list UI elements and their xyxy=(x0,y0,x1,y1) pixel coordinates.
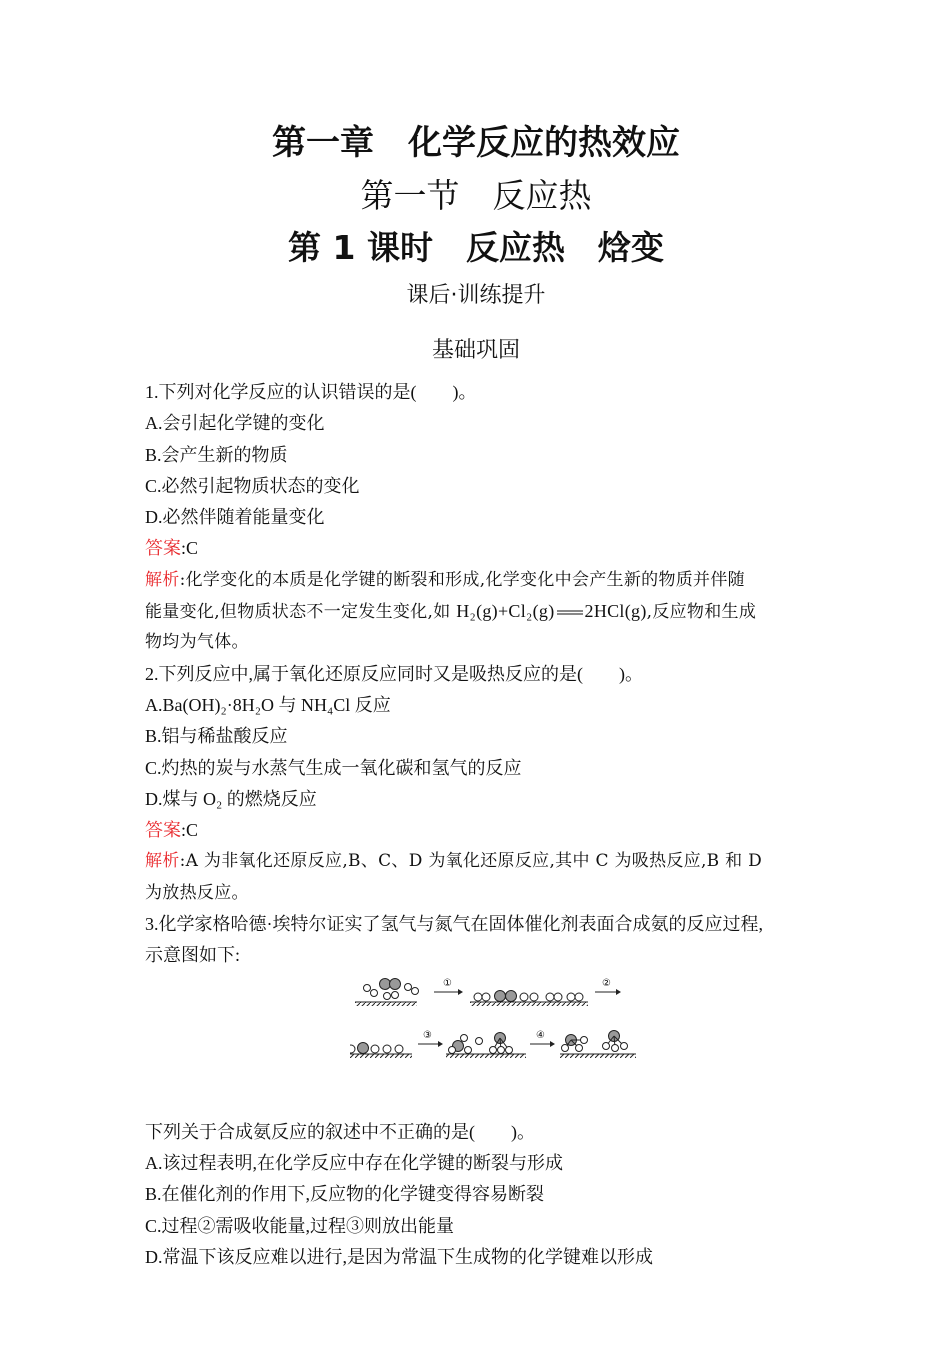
question-list xyxy=(145,377,810,1273)
subtitle: 课后·训练提升 xyxy=(406,283,546,308)
question-2-stem: 2.下列反应中,属于氧化还原反应同时又是吸热反应的是( )。 xyxy=(145,663,643,684)
q2-option-c: C.灼热的炭与水蒸气生成一氧化碳和氢气的反应 xyxy=(145,757,522,778)
stage-2 xyxy=(470,990,588,1006)
analysis-text: :化学变化的本质是化学键的断裂和形成,化学变化中会产生新的物质并伴随 xyxy=(179,569,745,590)
step-label: ② xyxy=(602,977,611,989)
q2-option-d: D.煤与 O₂ 的燃烧反应 xyxy=(145,788,317,809)
question-3-stem-line-1: 3.化学家格哈德·埃特尔证实了氢气与氮气在固体催化剂表面合成氨的反应过程, xyxy=(145,914,763,935)
part-heading: 基础巩固 xyxy=(431,338,520,363)
stage-4 xyxy=(446,1032,526,1058)
ammonia-synthesis-figure xyxy=(350,978,690,1113)
equation-right: 2HCl(g) xyxy=(584,601,647,622)
section-title: 第一节 反应热 xyxy=(360,176,592,215)
equals-arrow-icon xyxy=(557,610,583,615)
stage-3 xyxy=(350,1042,412,1058)
q2-analysis-line-2: 为放热反应。 xyxy=(145,882,249,903)
answer-value: :C xyxy=(181,820,199,841)
q1-analysis-line-2 xyxy=(145,596,810,627)
q1-analysis-line-1 xyxy=(145,565,810,596)
analysis-label: 解析 xyxy=(145,569,180,590)
analysis-text: 能量变化,但物质状态不一定发生变化,如 xyxy=(145,602,457,623)
chapter-title: 第一章 化学反应的热效应 xyxy=(272,123,680,163)
stage-1 xyxy=(355,978,419,1006)
q1-option-a: A.会引起化学键的变化 xyxy=(145,413,325,434)
equation-left: H₂(g)+Cl₂(g) xyxy=(456,601,555,622)
answer-label: 答案 xyxy=(145,538,181,559)
analysis-text: ,反应物和生成 xyxy=(646,602,757,623)
arrow-1 xyxy=(434,978,463,995)
reaction-diagram xyxy=(145,972,810,1117)
q3-option-c: C.过程②需吸收能量,过程③则放出能量 xyxy=(145,1215,455,1236)
q2-option-a: A.Ba(OH)₂·8H₂O 与 NH₄Cl 反应 xyxy=(145,694,391,715)
q1-analysis-line-3: 物均为气体。 xyxy=(145,632,249,653)
stage-5 xyxy=(560,1030,636,1058)
question-1-stem: 1.下列对化学反应的认识错误的是( )。 xyxy=(145,382,477,402)
answer-value: :C xyxy=(181,538,199,559)
arrow-3 xyxy=(418,1030,443,1047)
step-label: ① xyxy=(443,977,452,989)
lesson-title: 第 1 课时 反应热 焓变 xyxy=(288,228,664,267)
q3-option-a: A.该过程表明,在化学反应中存在化学键的断裂与形成 xyxy=(145,1152,563,1173)
arrow-4 xyxy=(530,1030,555,1047)
question-3-prompt: 下列关于合成氨反应的叙述中不正确的是( )。 xyxy=(145,1121,535,1142)
arrow-2 xyxy=(595,978,621,995)
analysis-text: :A 为非氧化还原反应,B、C、D 为氧化还原反应,其中 C 为吸热反应,B 和 D xyxy=(179,851,763,872)
q3-option-b: B.在催化剂的作用下,反应物的化学键变得容易断裂 xyxy=(145,1184,545,1205)
q1-option-d: D.必然伴随着能量变化 xyxy=(145,507,325,528)
q2-answer xyxy=(145,815,810,846)
q2-analysis-line-1 xyxy=(145,846,810,877)
q1-option-b: B.会产生新的物质 xyxy=(145,444,288,465)
step-label: ③ xyxy=(423,1029,432,1041)
q1-option-c: C.必然引起物质状态的变化 xyxy=(145,475,360,496)
step-label: ④ xyxy=(536,1029,545,1041)
title-block xyxy=(0,118,952,371)
analysis-label: 解析 xyxy=(145,851,180,872)
q3-option-d: D.常温下该反应难以进行,是因为常温下生成物的化学键难以形成 xyxy=(145,1246,653,1267)
q2-option-b: B.铝与稀盐酸反应 xyxy=(145,726,288,747)
answer-label: 答案 xyxy=(145,820,181,841)
q1-answer xyxy=(145,533,810,564)
question-3-stem-line-2: 示意图如下: xyxy=(145,945,241,966)
